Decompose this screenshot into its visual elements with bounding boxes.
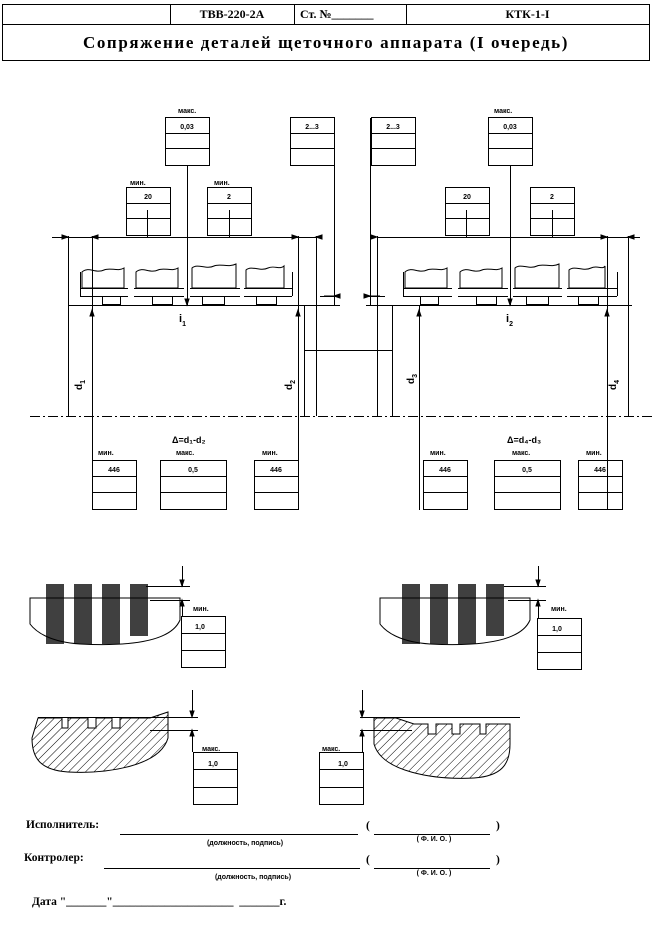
value-min-left-b: 2 [227, 194, 231, 201]
controller-position-hint: (должность, подпись) [214, 874, 292, 881]
executor-name-hint: ( Ф. И. О. ) [416, 836, 452, 843]
controller-label: Контролер: [24, 852, 84, 864]
min-label: мин. [551, 606, 567, 613]
header-machine: ТВВ-220-2А [199, 7, 265, 21]
brush-ring-diagram [30, 118, 652, 511]
max-label: макс. [494, 108, 513, 115]
value-top-gap-right: 2...3 [386, 124, 400, 131]
value-bot-right-min-b: 446 [594, 467, 606, 474]
header-code: КТК-1-I [505, 7, 550, 21]
ring-groove-detail [32, 690, 520, 805]
value-top-gap-left: 2...3 [305, 124, 319, 131]
controller-open-paren: ( [366, 854, 370, 866]
delta-right-label: Δ=d₄-d₃ [507, 435, 542, 445]
d3-label: $d_3$ [406, 373, 419, 384]
max-label: макс. [178, 108, 197, 115]
executor-close-paren: ) [496, 820, 500, 832]
min-label: мин. [214, 180, 230, 187]
page-title: Сопряжение деталей щеточного аппарата (I очередь) [82, 33, 570, 52]
executor-label: Исполнитель: [26, 819, 100, 831]
date-line: Дата "_______"_____________________ _______г. [32, 896, 287, 908]
value-bot-right-min-a: 446 [439, 467, 451, 474]
max-label: макс. [202, 746, 221, 753]
min-label: мин. [262, 450, 278, 457]
header-station: Ст. №_______ [300, 7, 374, 21]
executor-position-hint: (должность, подпись) [206, 840, 284, 847]
controller-name-hint: ( Ф. И. О. ) [416, 870, 452, 877]
left-brush-set [80, 264, 293, 305]
max-label: макс. [322, 746, 341, 753]
value-ring-right-max: 1,0 [338, 761, 348, 768]
value-brush-left-min: 1,0 [195, 624, 205, 631]
value-ring-left-max: 1,0 [208, 761, 218, 768]
max-label: макс. [512, 450, 531, 457]
d1-label: $d_1$ [74, 379, 87, 390]
d4-label: $d_4$ [608, 379, 621, 390]
min-label: мин. [193, 606, 209, 613]
value-bot-left-min-b: 446 [270, 467, 282, 474]
value-bot-right-max: 0,5 [522, 467, 532, 474]
value-bot-left-max: 0,5 [188, 467, 198, 474]
controller-close-paren: ) [496, 854, 500, 866]
min-label: мин. [130, 180, 146, 187]
value-top-max-right: 0,03 [503, 124, 517, 131]
value-bot-left-min-a: 446 [108, 467, 120, 474]
value-min-left-a: 20 [144, 194, 152, 201]
min-label: мин. [430, 450, 446, 457]
min-label: мин. [586, 450, 602, 457]
brush-wear-detail [30, 566, 582, 670]
value-brush-right-min: 1,0 [552, 626, 562, 633]
min-label: мин. [98, 450, 114, 457]
max-label: макс. [176, 450, 195, 457]
i2-label: $i_2$ [506, 313, 513, 328]
value-min-right-a: 20 [463, 194, 471, 201]
i1-label: $i_1$ [179, 313, 186, 328]
d2-label: $d_2$ [284, 379, 297, 390]
delta-left-label: Δ=d₁-d₂ [172, 435, 206, 445]
value-top-max-left: 0,03 [180, 124, 194, 131]
executor-open-paren: ( [366, 820, 370, 832]
value-min-right-b: 2 [550, 194, 554, 201]
